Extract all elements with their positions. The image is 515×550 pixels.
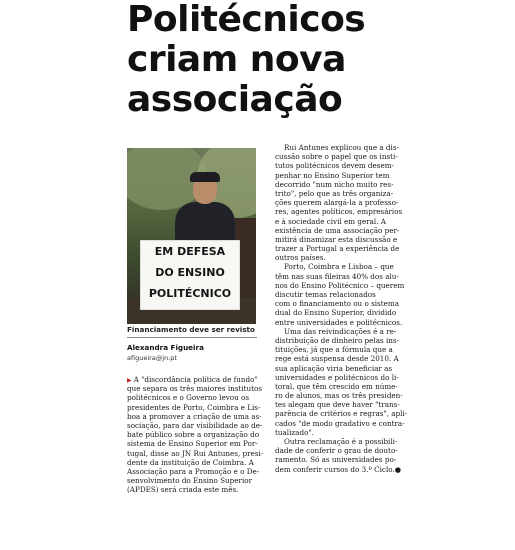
body-line-text: cados "de modo gradativo e contra- [275,418,405,428]
body-line-text: tualizado". [275,427,314,437]
body-line [275,235,407,244]
photo-person-cap [190,172,220,182]
body-line [275,180,407,189]
body-line [275,217,407,226]
body-column-right [275,143,407,474]
body-line-text: ro de alunos, mas os três presiden- [275,391,403,401]
body-line [275,281,407,290]
body-line-text: dem conferir cursos do 3.º Ciclo.● [275,464,401,474]
body-line: boa a promover a criação de uma as- [127,411,262,421]
divider [127,337,257,338]
photo-caption: Financiamento deve ser revisto [127,325,255,334]
body-line [275,290,407,299]
body-line-text: decorrido "num nicho muito res- [275,179,394,189]
body-line [275,327,407,336]
body-line-text: Uma das reivindicações é a re- [284,326,397,336]
body-line [275,143,407,152]
body-line: que separa os três maiores institutos [127,384,263,394]
body-line [275,272,407,281]
body-line-text: penhar no Ensino Superior tem [275,170,390,180]
body-line-text: outros países. [275,253,326,263]
body-line [275,253,407,262]
banner-line-2: DO ENSINO [155,266,225,279]
body-line-text: trazer a Portugal a experiência de [275,244,400,254]
body-line [275,419,407,428]
body-line-text: e à sociedade civil em geral. A [275,216,386,226]
author-email: afigueira@jn.pt [127,354,177,362]
body-line-text: cussão sobre o papel que os insti- [275,152,398,162]
body-line-text: tes alegam que deve haver "trans- [275,400,400,410]
body-line-text: universidades e politécnicos do li- [275,372,399,382]
body-line-text: discutir temas relacionados [275,290,376,299]
body-line-text: nos do Ensino Politécnico – querem [275,280,405,290]
body-line [127,375,261,384]
banner-line-3: POLITÉCNICO [148,287,232,300]
body-line-text: com o financiamento ou o sistema [275,299,399,309]
body-line [275,373,407,382]
body-line [275,437,407,446]
body-line-text: dade de conferir o grau de douto- [275,446,398,456]
body-line [275,465,407,474]
body-line [275,244,407,253]
article-photo [127,148,256,324]
body-line [275,171,407,180]
author-name: Alexandra Figueira [127,343,204,352]
body-line [275,189,407,198]
body-line-text: Porto, Coimbra e Lisboa – que [284,262,394,272]
body-line: Associação para a Promoção e o De- [127,466,260,476]
body-line [275,409,407,418]
body-line: tugal, disse ao JN Rui Antunes, presi- [127,448,264,458]
body-line: politécnicos e o Governo levou os [127,393,250,403]
body-line-text: existência de uma associação per- [275,225,400,235]
body-line [275,455,407,464]
body-line-text: Outra reclamação é a possibili- [284,437,398,446]
body-line [275,382,407,391]
body-line: bate público sobre a organização do [127,430,260,440]
body-line [275,428,407,437]
body-line-text: distribuição de dinheiro pelas ins- [275,335,400,345]
body-line [275,226,407,235]
body-line-text: sua aplicação viria beneficiar as [275,363,393,373]
body-line [275,207,407,216]
body-line [275,308,407,317]
body-line-text: mitirá dinamizar esta discussão e [275,234,398,244]
body-line-text: tutos politécnicos devem desem- [275,161,394,171]
body-line-text: dual do Ensino Superior, dividido [275,308,397,318]
body-line [275,198,407,207]
body-column-left [127,375,264,495]
body-line-text: tituições, já que a fórmula que a [275,345,393,355]
body-line-text: têm nas suas fileiras 40% dos alu- [275,271,399,281]
body-line-text: toral, que têm crescido em núme- [275,381,398,391]
banner-line-1: EM DEFESA [154,245,226,258]
body-line: sociação, para dar visibilidade ao de- [127,420,263,430]
body-line [275,262,407,271]
body-line-text: A "discordância política de fundo" [133,375,258,384]
body-line [275,299,407,308]
headline-line-3: associação [127,79,343,120]
body-line-text: Rui Antunes explicou que a dis- [284,143,399,152]
body-line [275,336,407,345]
body-line [275,364,407,373]
body-line-text: parência de critérios e regras", apli- [275,409,408,419]
body-line-text: rege está suspensa desde 2010. A [275,354,399,364]
bullet-triangle-icon: ▶ [127,377,132,384]
body-line: sistema de Ensino Superior em Por- [127,439,258,449]
body-line: (APDES) será criada este mês. [127,485,239,495]
headline-line-1: Politécnicos [127,0,366,40]
body-line: presidentes de Porto, Coimbra e Lis- [127,402,261,412]
body-line-text: entre universidades e politécnicos. [275,317,403,327]
body-line-text: trito", pelo que as três organiza- [275,188,394,198]
body-line [275,391,407,400]
body-line-text: ramento. Só as universidades po- [275,455,397,465]
protest-banner [140,240,240,310]
body-line-text: ções querem alargá-la a professo- [275,198,399,208]
body-line [275,400,407,409]
body-line [275,152,407,161]
body-line-text: res, agentes políticos, empresários [275,207,403,217]
headline-line-2: criam nova [127,39,346,80]
body-line [275,318,407,327]
body-line: dente da instituição de Coimbra. A [127,457,254,467]
body-line [275,161,407,170]
body-line: senvolvimento do Ensino Superior [127,476,253,486]
body-line [275,354,407,363]
headline [127,0,457,120]
body-line [275,446,407,455]
body-line [275,345,407,354]
